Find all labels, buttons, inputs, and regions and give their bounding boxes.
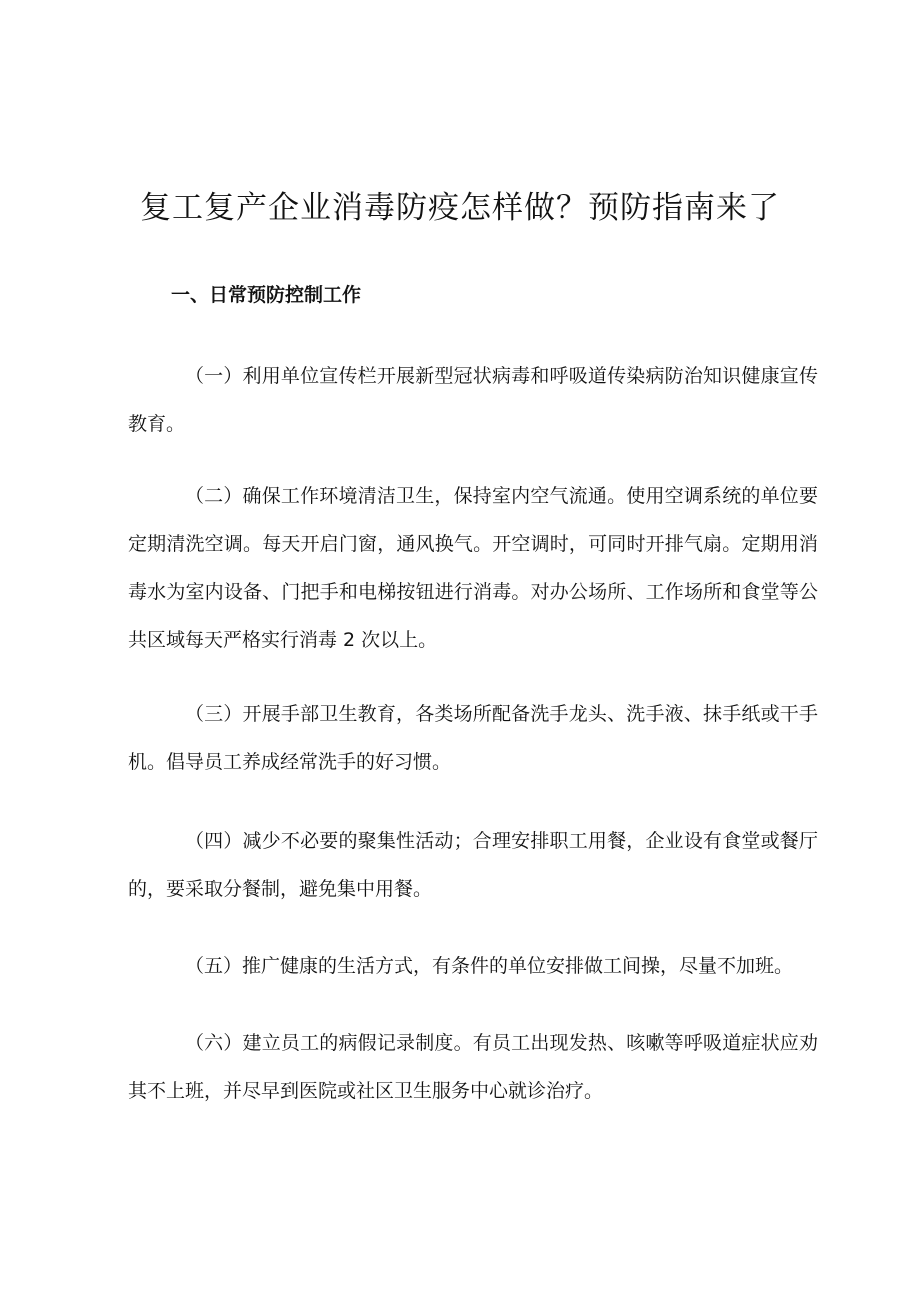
paragraph-5: （五）推广健康的生活方式，有条件的单位安排做工间操，尽量不加班。	[185, 955, 794, 977]
paragraph-2: （二）确保工作环境清洁卫生，保持室内空气流通。使用空调系统的单位要定期清洗空调。每天开启门窗，通风换气。开空调时，可同时开排气扇。定期用消毒水为室内设备、门把手和电梯按钮进行消毒。对办公场所、工作场所和食堂等公共区域每天严格实行消毒 2 次以上。	[128, 485, 818, 651]
document-title: 复工复产企业消毒防疫怎样做？预防指南来了	[140, 190, 780, 226]
paragraph-1: （一）利用单位宣传栏开展新型冠状病毒和呼吸道传染病防治知识健康宣传教育。	[128, 365, 818, 435]
section-heading: 一、日常预防控制工作	[171, 284, 362, 306]
paragraph-6: （六）建立员工的病假记录制度。有员工出现发热、咳嗽等呼吸道症状应劝其不上班，并尽早到医院或社区卫生服务中心就诊治疗。	[128, 1032, 818, 1102]
paragraph-4: （四）减少不必要的聚集性活动；合理安排职工用餐，企业设有食堂或餐厅的，要采取分餐制，避免集中用餐。	[128, 830, 818, 900]
paragraph-3: （三）开展手部卫生教育，各类场所配备洗手龙头、洗手液、抹手纸或干手机。倡导员工养成经常洗手的好习惯。	[128, 703, 818, 773]
